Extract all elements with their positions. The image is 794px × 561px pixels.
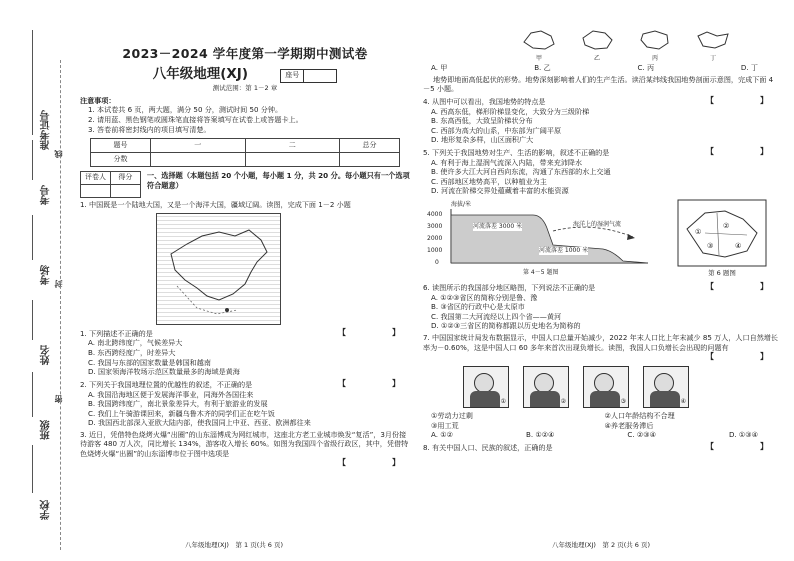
label-exam-no: 考号 (41, 185, 52, 205)
binding-margin (0, 0, 63, 561)
label-school: 学校 (41, 500, 52, 520)
label-name: 姓名 (41, 345, 52, 365)
q3-option[interactable]: D. 丁 (740, 63, 758, 73)
q7-option[interactable]: C. ②③④ (627, 430, 656, 440)
china-map-image (156, 213, 281, 325)
passage-4-5: 地势即地面高低起伏的形势。地势深刻影响着人们的生产生活。读沿某纬线我国地势剖面示意图，完成下面 4－5 小题。 (423, 74, 774, 94)
profile-annotation: 河流落差 3000 米 (473, 222, 523, 230)
q6-option[interactable]: C. 我国第二大河流经以上四个省——黄河 (431, 311, 562, 321)
q3-stem: 3. 近日，凭借特色烧烤火爆“出圈”的山东淄博成为网红城市，这座北方老工业城市焕发“复活”，3月份接待游客 480 万人次，同比增长 134%，游客收入增长 60%。如图为我国四个省级行政区，其中，凭借特色烧烤火爆“出圈”的山东淄博市位于图中选项是 (80, 429, 409, 458)
cartoon-image: ② (523, 366, 569, 408)
seal-line (60, 60, 61, 550)
q6-option[interactable]: D. ①②③三省区的简称都跟以历史地名为简称的 (431, 321, 581, 331)
q5-answer-bracket[interactable]: 【 】 (706, 146, 778, 156)
q7-option[interactable]: B. ①②④ (525, 430, 555, 440)
q4-option[interactable]: D. 地形复杂多样，山区面积广大 (431, 135, 534, 145)
cartoon-image: ① (463, 366, 509, 408)
page-1-footer: 八年级地理(XJ) 第 1 页(共 6 页) (185, 541, 284, 549)
q2-option[interactable]: A. 我国沿海地区便于发展海洋事业，同海外各国往来 (88, 389, 254, 399)
q5-option[interactable]: D. 河流在阶梯交界处蕴藏着丰富的水能资源 (431, 186, 569, 196)
seal-3: 密 (54, 395, 63, 403)
page-2-footer: 八年级地理(XJ) 第 2 页(共 6 页) (552, 541, 651, 549)
q5-stem: 5. 下列关于我国地势对生产、生活的影响，叙述不正确的是 (423, 148, 610, 158)
section-1-heading: 一、选择题（本题包括 20 个小题，每小题 1 分，共 20 分。每小题只有一个选项符合题意） (146, 171, 410, 190)
q6-option[interactable]: A. ①②③省区的简称分别是鲁、豫 (431, 292, 538, 302)
q8-answer-bracket[interactable]: 【 】 (706, 441, 778, 451)
exam-subtitle: 八年级地理(XJ) (152, 65, 248, 82)
province-yi-icon (579, 28, 615, 52)
province-bing-icon (637, 28, 673, 52)
label-class: 班级 (41, 420, 52, 440)
q8-stem: 8. 有关中国人口、民族的叙述，正确的是 (423, 442, 553, 452)
terrain-profile-figure: 海拔/米 4000 3000 2000 1000 0 河流落差 3000 米 河流落差 1000 米 海洋上的湿润气流 第 4－5 题图 (423, 201, 663, 279)
page-2 (423, 28, 778, 452)
q2-stem: 2. 下列关于我国地理位置的优越性的叙述，不正确的是 (80, 379, 253, 389)
q2-answer-bracket[interactable]: 【 】 (338, 378, 410, 388)
label-room: 考场 (41, 265, 52, 285)
label-exam-number: 准考证号 (41, 110, 52, 150)
q1-intro: 1. 中国既是一个陆地大国，又是一个海洋大国，疆域辽阔。读图，完成下面 1－2 小题 (80, 200, 351, 210)
q4-answer-bracket[interactable]: 【 】 (706, 95, 778, 105)
note-item: 1. 本试卷共 6 页，两大题，满分 50 分，测试时间 50 分钟。 (88, 105, 283, 115)
seat-box: 座号 (280, 69, 337, 82)
profile-y-label: 海拔/米 (451, 200, 472, 208)
q1-answer-bracket[interactable]: 【 】 (338, 327, 410, 337)
province-map-figure: ① ② ③ ④ 第 6 题图 (677, 199, 767, 279)
province-jia-icon (521, 28, 557, 52)
q1-stem: 1. 下列描述不正确的是 (80, 328, 153, 338)
seal-2: 封 (54, 280, 63, 288)
q1-option[interactable]: A. 南北跨纬度广，气候差异大 (88, 338, 183, 348)
q7-statements: ①劳动力过剩 ②人口年龄结构不合理 ③用工荒 ④养老服务滞后 (431, 410, 675, 430)
note-item: 3. 答卷前将密封线内的项目填写清楚。 (88, 124, 211, 134)
profile-annotation: 河流落差 1000 米 (539, 246, 589, 254)
q6-stem: 6. 读图所示的我国部分地区略图，下列说法不正确的是 (423, 283, 596, 293)
seal-1: 线 (54, 150, 63, 158)
q7-stem: 7. 中国国家统计局发布数据显示，中国人口总量开始减少，2022 年末人口比上年末减少 85 万人，人口自然增长率为－0.60%，这是中国人口 60 多年来首次出现负增长。读图，我国人口负增长会出现的问题有 (423, 333, 778, 352)
notes-heading: 注意事项： (80, 95, 116, 105)
q2-option[interactable]: B. 我国跨纬度广，南北景象差异大，有利于旅游业的发展 (88, 399, 268, 409)
q3-option[interactable]: B. 乙 (534, 63, 551, 73)
q7-answer-bracket[interactable]: 【 】 (706, 352, 778, 362)
q1-option[interactable]: D. 国家领海洋牧场示范区数量最多的海域是黄海 (88, 367, 240, 377)
profile-annotation: 海洋上的湿润气流 (573, 220, 622, 228)
q3-option[interactable]: C. 丙 (637, 63, 655, 73)
q5-option[interactable]: A. 有利于海上湿润气流深入内陆，带来充沛降水 (431, 157, 583, 167)
map6-caption: 第 6 题图 (708, 268, 736, 277)
province-shapes: 甲 乙 丙 丁 (423, 28, 778, 63)
grader-table: 评卷人 得分 (80, 171, 141, 198)
q4-option[interactable]: A. 西高东低，梯形阶梯显变化，大致分为三级阶梯 (431, 106, 590, 116)
q6-answer-bracket[interactable]: 【 】 (706, 281, 778, 291)
q3-answer-bracket[interactable]: 【 】 (338, 458, 410, 468)
q7-option[interactable]: D. ①③④ (728, 430, 758, 440)
page-1 (80, 40, 410, 469)
profile-graph (423, 201, 663, 279)
china-outline-icon (157, 214, 281, 325)
profile-caption: 第 4－5 题图 (523, 268, 559, 276)
note-item: 2. 请用蓝、黑色钢笔或圆珠笔直接将答案填写在试卷上或答题卡上。 (88, 114, 303, 124)
q5-option[interactable]: B. 使许多大江大河自西向东流，沟通了东西部的水上交通 (431, 167, 611, 177)
q2-option[interactable]: C. 我们上午骑游课回来，新疆乌鲁木齐的同学们正在吃午饭 (88, 408, 275, 418)
province-map-icon (677, 199, 767, 267)
q1-option[interactable]: B. 东西跨经度广，时差异大 (88, 348, 176, 358)
q3-option[interactable]: A. 甲 (431, 63, 448, 73)
cartoon-image: ③ (583, 366, 629, 408)
test-scope: 测试范围：第 1－2 章 (212, 84, 278, 93)
cartoon-image: ④ (643, 366, 689, 408)
q4-option[interactable]: C. 西部为高大的山系，中东部为广阔平原 (431, 125, 562, 135)
q2-option[interactable]: D. 我国西北部深入亚欧大陆内部，使我国同上中亚、西亚、欧洲都往来 (88, 418, 311, 428)
q1-option[interactable]: C. 我国与东部的国家数量是韩国和越南 (88, 357, 211, 367)
q7-option[interactable]: A. ①② (431, 430, 453, 440)
score-table: 题号 一 二 总分 分数 (90, 138, 400, 167)
exam-title: 2023－2024 学年度第一学期期中测试卷 (122, 46, 368, 61)
q6-option[interactable]: B. ③省区的行政中心是太原市 (431, 302, 525, 312)
province-ding-icon (695, 28, 731, 52)
q5-option[interactable]: C. 西部地区地势高平，以种植业为主 (431, 176, 547, 186)
q7-cartoons (423, 366, 778, 408)
q4-stem: 4. 从图中可以看出，我国地势的特点是 (423, 97, 546, 107)
q4-option[interactable]: B. 东高西低，大致呈阶梯状分布 (431, 116, 533, 126)
